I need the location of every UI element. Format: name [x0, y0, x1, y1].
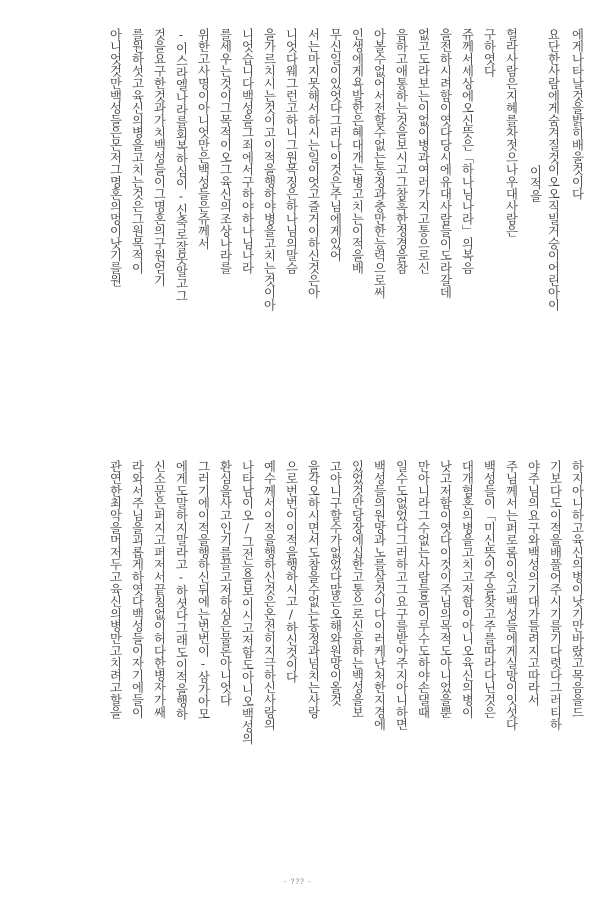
text-column: 쥬께서세상에오신뜻은「하나님나라」의복음	[460, 28, 474, 274]
text-column: 이적을	[528, 165, 542, 202]
text-column: 고아니구할수가없었다많은오해와원망이올것	[328, 460, 342, 706]
text-column: 신소문은퍼지고퍼저서끝침없이허다한병자가쌔	[152, 460, 166, 719]
text-column: 백성들의원망과노를살것이다이러케난처한지경에	[372, 460, 386, 731]
text-column: 무신일이있엇다그러나이것은주님에게있어	[328, 28, 342, 262]
text-column: 기보다도이적을배풀어주시기를기다렷다그러티하	[548, 460, 562, 731]
text-column: 를원하섯고육신의병을고치는것은그원목적이	[130, 28, 144, 274]
text-column: 아볼수없어서전할수없는동정과충만한능력으로써	[372, 28, 386, 299]
text-column: 그러기에이적을행하신뒤에는번번이-삼가아모	[196, 460, 210, 720]
text-column: 일수도없었다그러하고그요구를받아주지아니하면	[394, 460, 408, 731]
page-number: - ??? -	[284, 878, 312, 886]
text-column: 음하고애통하는것을보시고그참혹한정경을참	[394, 28, 408, 274]
text-column: 낫고저함이엿다이것이주님의목적도아니었을뿐	[438, 460, 452, 719]
text-column: 라와서주님을괴롭게하엿다백성들이자기에들이	[130, 460, 144, 719]
text-column: 아니엇것만백성들은몬저그명혼의멍이낫기를원	[108, 28, 122, 287]
text-column: 을전하시려함이엿다당시에유대사람들이도라갈데	[438, 28, 452, 299]
text-column: 있었것만당장에십한고통으로신음하는백성을보	[350, 460, 364, 719]
text-column: 대개혐혼의병을고치고저함이아니오육신의병이	[460, 460, 474, 719]
text-column: 인생에게욕발한은혜대개는병고치는이적을배	[350, 28, 364, 274]
text-column: 을가르치시는것이고이적을행하야병을고치는것이아	[262, 28, 276, 311]
text-column: -이스라엘나라를회복하심이-신축로잘못알고그	[174, 28, 188, 302]
text-column: 하지아니하고육신의병이낫기만바랐고목음을드	[570, 460, 584, 719]
text-column: 위한고사명이아니엇만은백성들은쥬께서	[196, 28, 210, 250]
text-column: 것을요구한것과가치백성들이그명혼의구원얻기	[152, 28, 166, 287]
text-column: 니엇다웨그런고하니그원목징은하나님의말슴	[284, 28, 298, 274]
text-column: 니엇습니다백성을그죄에서구하야하나님나라	[240, 28, 254, 274]
text-column: 에게도말하지말라고-하셧다그래도이적을행하	[174, 460, 188, 720]
text-column: 를세우는것이그목적이오그육신의조상나라를	[218, 28, 232, 274]
text-column: 을각오하시면서도참을수없는동정과넘치는사랑	[306, 460, 320, 719]
text-column: 주님께서는퍼로롬이잇고백성들에게실망이잇섯다	[504, 460, 518, 731]
text-column: 구하엿다	[482, 28, 496, 78]
text-column: 에게나타날것을밝히배울것이다	[570, 28, 584, 201]
text-column: 서는마지못해서하시는일이엇고즐거이하신것은아	[306, 28, 320, 299]
text-column: 환심을사고인기를끌고저하심은물론아니엇다	[218, 460, 232, 706]
text-column: 으로번번이이적을행하시고/하신것이다	[284, 460, 298, 684]
text-column: 나타남이오/그전능을보이시고저함도아니오백성의	[240, 460, 254, 745]
text-column: 요단한사람에게숨겨질것이오오직빌거숭이어린아이	[546, 28, 560, 311]
text-column: 관연한최악을머저두고육신의병만고치려고할을	[108, 460, 122, 719]
text-column: 예수께서이적을행하신것은온전히지극하신사랑의	[262, 460, 276, 731]
text-column: 백성들이「미신뜻이주을찾고주를따라다닌것은	[482, 460, 496, 719]
text-column: 만아니라그수없는사람들을이루수도하야손댈때	[416, 460, 430, 719]
text-column: 야주님의요구와백성의기대가틀려지고따라서	[526, 460, 540, 706]
text-column: 헐라사람은지혜를차젓으나우대사람은	[504, 28, 518, 238]
text-column: 없고도라보는이없이병과여러가지고통으로신	[416, 28, 430, 274]
